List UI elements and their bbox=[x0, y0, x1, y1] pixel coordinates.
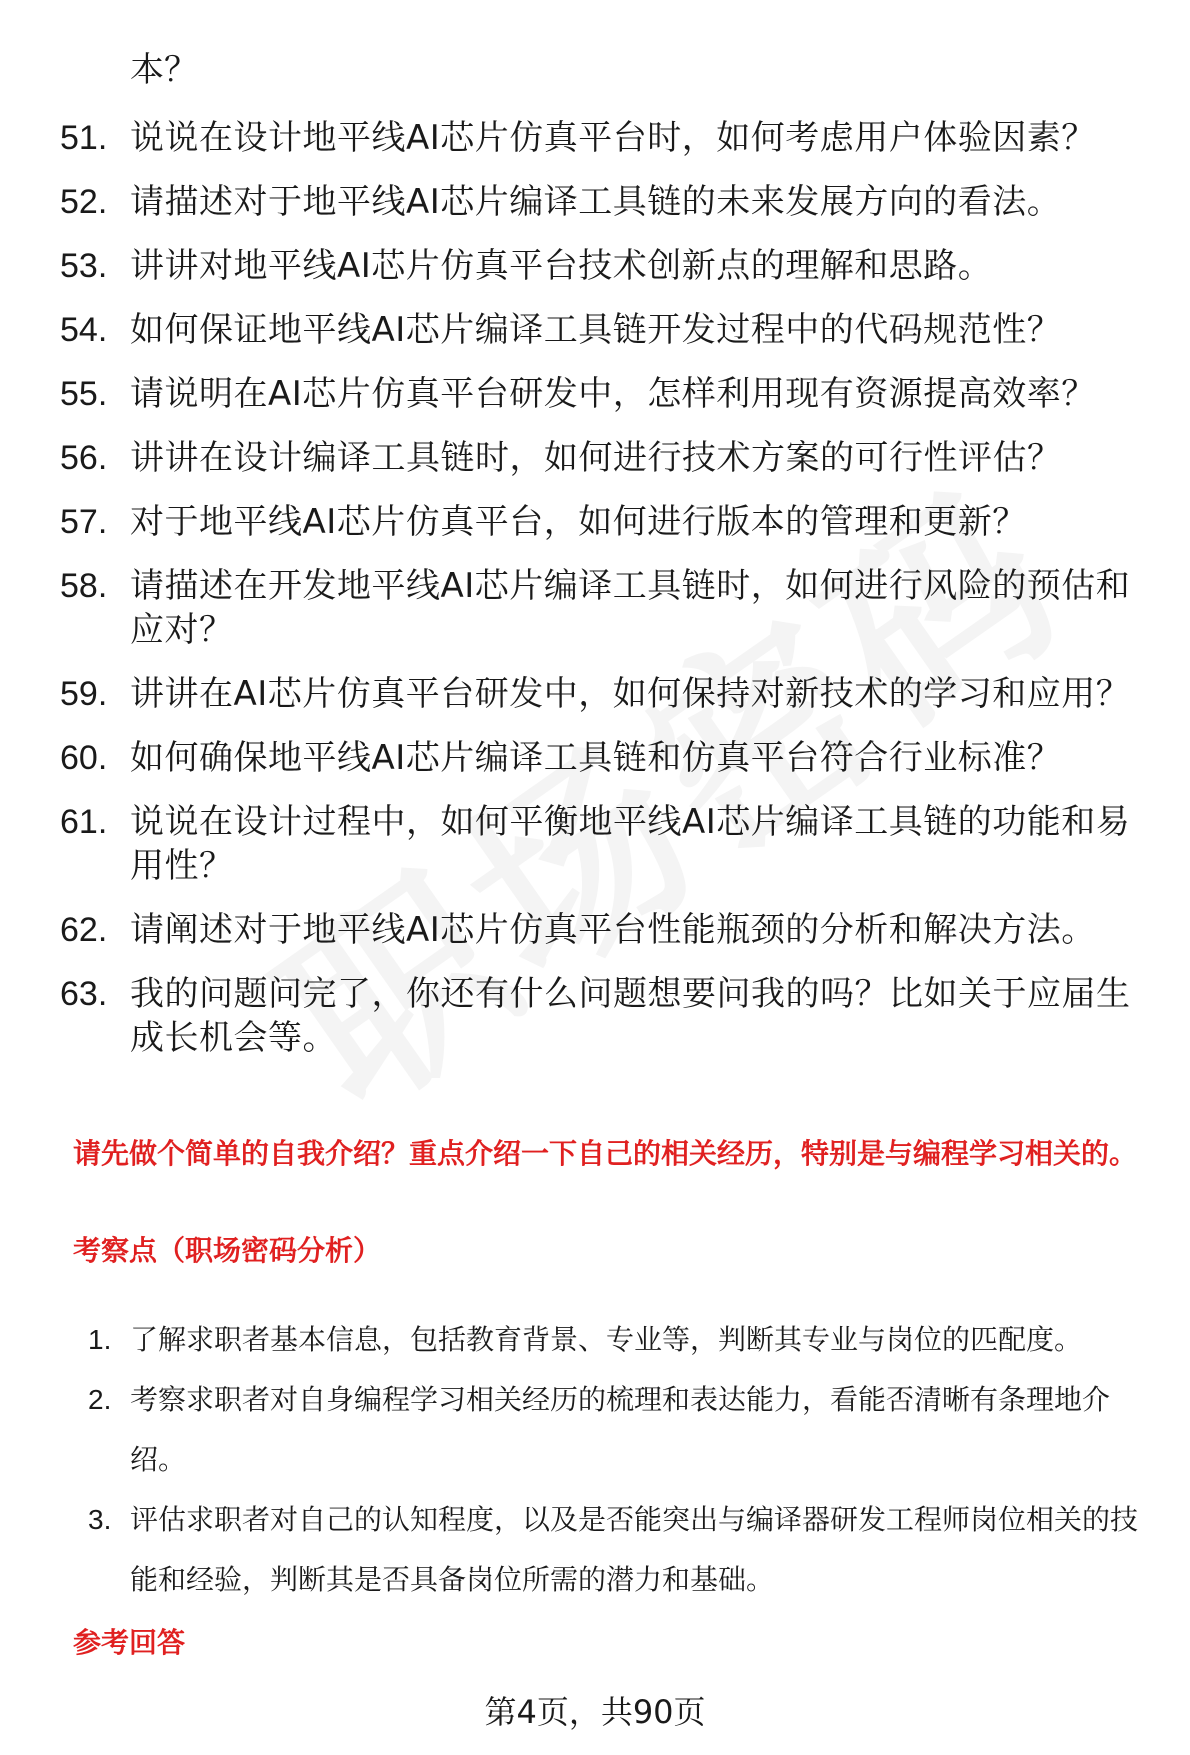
question-text: 请阐述对于地平线AI芯片仿真平台性能瓶颈的分析和解决方法。 bbox=[130, 910, 1096, 950]
question-number: 63. bbox=[60, 975, 108, 1013]
question-text: 请说明在AI芯片仿真平台研发中，怎样利用现有资源提高效率？ bbox=[130, 374, 1096, 414]
point-text: 评估求职者对自己的认知程度，以及是否能突出与编译器研发工程师岗位相关的技能和经验，判断其是否具备岗位所需的潜力和基础。 bbox=[130, 1503, 1139, 1596]
reference-answer-heading: 参考回答 bbox=[73, 1626, 186, 1659]
question-number: 59. bbox=[60, 675, 108, 713]
question-number: 52. bbox=[60, 183, 108, 221]
question-continuation: 本？ bbox=[130, 50, 198, 90]
question-number: 55. bbox=[60, 375, 108, 413]
question-number: 53. bbox=[60, 247, 108, 285]
question-item bbox=[60, 372, 1150, 416]
question-text: 如何确保地平线AI芯片编译工具链和仿真平台符合行业标准？ bbox=[130, 738, 1062, 778]
question-item bbox=[60, 672, 1150, 716]
question-text: 请描述在开发地平线AI芯片编译工具链时，如何进行风险的预估和应对？ bbox=[130, 566, 1131, 650]
question-item bbox=[60, 736, 1150, 780]
point-number: 2. bbox=[88, 1384, 112, 1415]
examine-point bbox=[88, 1310, 1158, 1370]
question-text: 如何保证地平线AI芯片编译工具链开发过程中的代码规范性？ bbox=[130, 310, 1062, 350]
question-text: 对于地平线AI芯片仿真平台，如何进行版本的管理和更新？ bbox=[130, 502, 1027, 542]
point-text: 考察求职者对自身编程学习相关经历的梳理和表达能力，看能否清晰有条理地介绍。 bbox=[130, 1383, 1111, 1476]
question-item bbox=[60, 972, 1150, 1060]
question-number: 61. bbox=[60, 803, 108, 841]
examine-points-list bbox=[88, 1310, 1158, 1610]
question-number: 51. bbox=[60, 119, 108, 157]
question-text: 讲讲在AI芯片仿真平台研发中，如何保持对新技术的学习和应用？ bbox=[130, 674, 1131, 714]
question-text: 请描述对于地平线AI芯片编译工具链的未来发展方向的看法。 bbox=[130, 182, 1062, 222]
section-question-heading: 请先做个简单的自我介绍？重点介绍一下自己的相关经历，特别是与编程学习相关的。 bbox=[73, 1137, 1138, 1170]
point-number: 3. bbox=[88, 1504, 112, 1535]
question-text: 说说在设计地平线AI芯片仿真平台时，如何考虑用户体验因素？ bbox=[130, 118, 1096, 158]
question-number: 56. bbox=[60, 439, 108, 477]
question-text: 我的问题问完了，你还有什么问题想要问我的吗？比如关于应届生成长机会等。 bbox=[130, 974, 1131, 1058]
question-text: 讲讲对地平线AI芯片仿真平台技术创新点的理解和思路。 bbox=[130, 246, 993, 286]
question-item bbox=[60, 244, 1150, 288]
question-item bbox=[60, 564, 1150, 652]
question-number: 60. bbox=[60, 739, 108, 777]
question-item bbox=[60, 908, 1150, 952]
question-item bbox=[60, 308, 1150, 352]
question-text: 讲讲在设计编译工具链时，如何进行技术方案的可行性评估？ bbox=[130, 438, 1062, 478]
point-number: 1. bbox=[88, 1324, 112, 1355]
question-number: 58. bbox=[60, 567, 108, 605]
question-item bbox=[60, 500, 1150, 544]
question-text: 说说在设计过程中，如何平衡地平线AI芯片编译工具链的功能和易用性？ bbox=[130, 802, 1131, 886]
examine-points-heading: 考察点（职场密码分析） bbox=[73, 1234, 382, 1267]
question-item bbox=[60, 436, 1150, 480]
question-number: 54. bbox=[60, 311, 108, 349]
question-number: 57. bbox=[60, 503, 108, 541]
examine-point bbox=[88, 1490, 1158, 1610]
point-text: 了解求职者基本信息，包括教育背景、专业等，判断其专业与岗位的匹配度。 bbox=[130, 1323, 1083, 1356]
examine-point bbox=[88, 1370, 1158, 1490]
question-item bbox=[60, 800, 1150, 888]
page-number-footer: 第4页，共90页 bbox=[484, 1693, 706, 1731]
question-list bbox=[60, 116, 1150, 1080]
question-item bbox=[60, 116, 1150, 160]
question-item bbox=[60, 180, 1150, 224]
question-number: 62. bbox=[60, 911, 108, 949]
